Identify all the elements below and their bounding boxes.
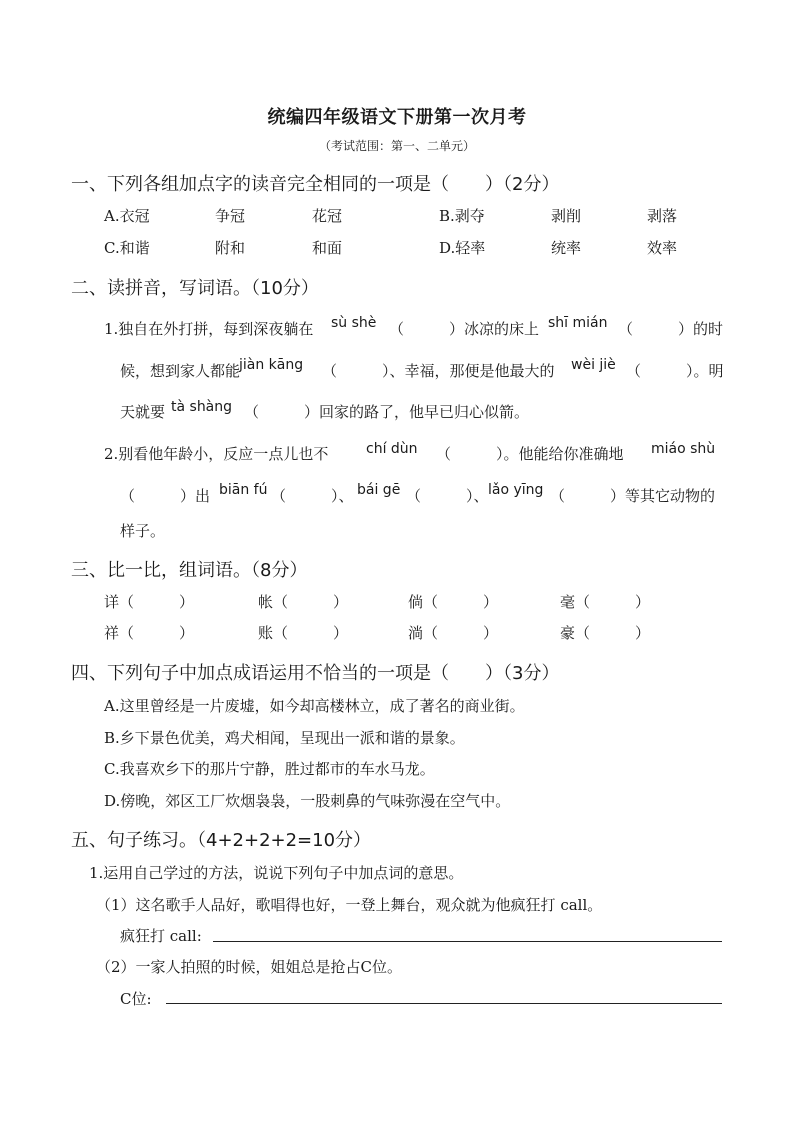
s1-option-c: C.和谐	[104, 239, 150, 257]
s2-p1-text: （ ）回家的路了，他早已归心似箭。	[244, 403, 530, 421]
s2-p2-text: （ ）出	[120, 487, 211, 505]
section-5-heading: 五、句子练习。（4+2+2+2=10分）	[71, 830, 372, 851]
s1-word: 剥落	[647, 207, 678, 225]
answer-line[interactable]	[213, 941, 722, 942]
s2-p1-text: （ ）的时	[618, 320, 724, 338]
s4-option-d: D.傍晚，郊区工厂炊烟袅袅，一股刺鼻的气味弥漫在空气中。	[104, 792, 511, 810]
s1-word: 附和	[215, 239, 246, 257]
s1-word: 和面	[312, 239, 343, 257]
pinyin-baige: bái gē	[357, 482, 401, 498]
s3-item: 帐（ ）	[258, 593, 349, 611]
s2-p1-text: 候，想到家人都能	[120, 362, 241, 380]
s1-option-a: A.衣冠	[104, 207, 150, 225]
s1-word: 剥削	[551, 207, 582, 225]
pinyin-miaoshu: miáo shù	[651, 441, 716, 457]
pinyin-weijie: wèi jiè	[571, 357, 616, 373]
page-title: 统编四年级语文下册第一次月考	[267, 107, 527, 128]
s2-p1-text: 1.独自在外打拼，每到深夜躺在	[104, 320, 314, 338]
pinyin-shimian: shī mián	[548, 315, 608, 331]
s4-option-a: A.这里曾经是一片废墟，如今却高楼林立，成了著名的商业街。	[104, 697, 525, 715]
s4-option-b: B.乡下景色优美，鸡犬相闻，呈现出一派和谐的景象。	[104, 729, 465, 747]
section-4-heading: 四、下列句子中加点成语运用不恰当的一项是（ ）（3分）	[71, 663, 560, 684]
s3-item: 淌（ ）	[408, 624, 499, 642]
s5-question-1a: （1）这名歌手人品好，歌唱得也好，一登上舞台，观众就为他疯狂打 call。	[96, 896, 603, 914]
pinyin-chidun: chí dùn	[366, 441, 418, 457]
s2-p1-text: （ ）冰凉的床上	[389, 320, 540, 338]
s3-item: 倘（ ）	[408, 593, 499, 611]
s2-p2-text: （ ）、	[271, 487, 354, 505]
s1-word: 效率	[647, 239, 678, 257]
exam-scope: （考试范围：第一、二单元）	[318, 139, 475, 153]
s2-p2-text: 样子。	[120, 522, 166, 540]
s3-item: 毫（ ）	[560, 593, 651, 611]
s2-p2-text: 2.别看他年龄小，反应一点儿也不	[104, 445, 329, 463]
s5-question-1: 1.运用自己学过的方法，说说下列句子中加点词的意思。	[89, 864, 464, 882]
s5-answer-1b-label: C位:	[120, 990, 152, 1008]
section-2-heading: 二、读拼音，写词语。（10分）	[71, 278, 319, 299]
s4-option-c: C.我喜欢乡下的那片宁静，胜过都市的车水马龙。	[104, 760, 435, 778]
s2-p1-text: 天就要	[120, 403, 166, 421]
s1-word: 争冠	[215, 207, 246, 225]
pinyin-tashang: tà shàng	[171, 399, 233, 415]
s2-p1-text: （ ）。明	[626, 362, 724, 380]
s1-word: 统率	[551, 239, 582, 257]
s2-p2-text: （ ）、	[406, 487, 489, 505]
s2-p2-text: （ ）等其它动物的	[550, 487, 716, 505]
s2-p2-text: （ ）。他能给你准确地	[436, 445, 624, 463]
pinyin-susha: sù shè	[331, 315, 377, 331]
s2-p1-text: （ ）、幸福，那便是他最大的	[322, 362, 555, 380]
s5-answer-1a-label: 疯狂打 call:	[120, 927, 202, 945]
s5-question-1b: （2）一家人拍照的时候，姐姐总是抢占C位。	[96, 958, 403, 976]
s1-word: 花冠	[312, 207, 343, 225]
section-1-heading: 一、下列各组加点字的读音完全相同的一项是（ ）（2分）	[71, 174, 560, 195]
s3-item: 祥（ ）	[104, 624, 195, 642]
pinyin-jiankang: jiàn kāng	[239, 357, 304, 373]
s3-item: 详（ ）	[104, 593, 195, 611]
answer-line[interactable]	[166, 1003, 722, 1004]
pinyin-laoying: lǎo yīng	[488, 482, 544, 498]
s3-item: 豪（ ）	[560, 624, 651, 642]
s1-option-d: D.轻率	[439, 239, 486, 257]
section-3-heading: 三、比一比，组词语。（8分）	[71, 560, 308, 581]
s1-option-b: B.剥夺	[439, 207, 485, 225]
pinyin-bianfu: biān fú	[219, 482, 268, 498]
s3-item: 账（ ）	[258, 624, 349, 642]
